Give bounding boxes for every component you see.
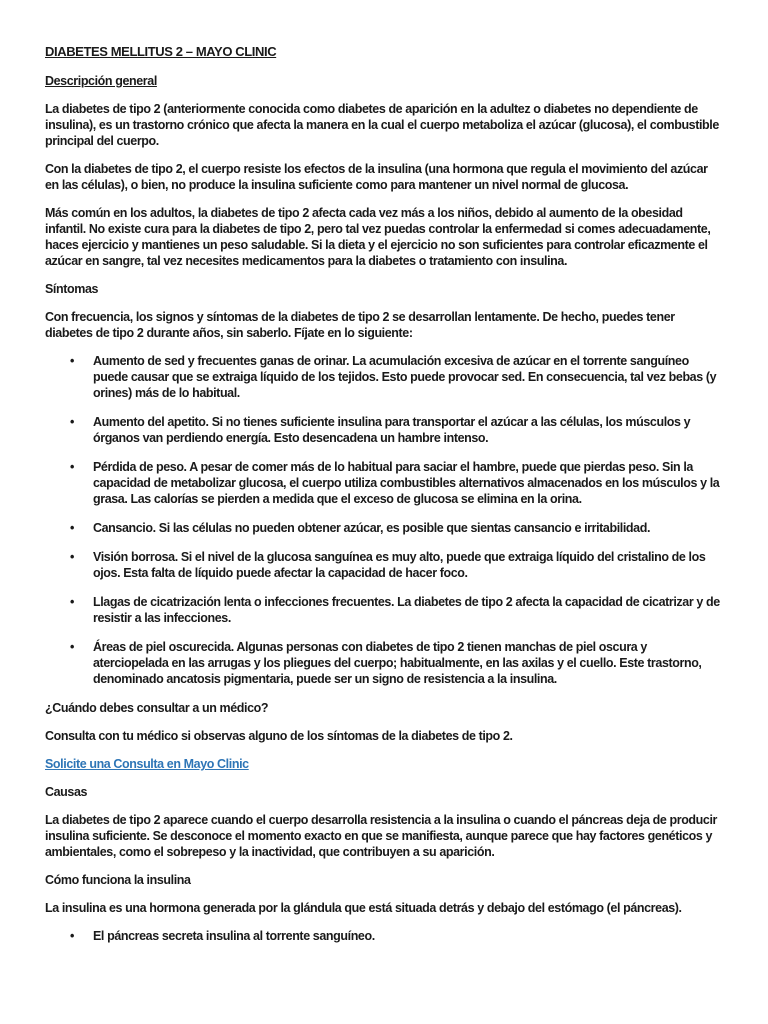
bullet-text: Si las células no pueden obtener azúcar, es posible que sientas cansancio e irritabilidad. <box>158 521 651 535</box>
bullet-text: El páncreas secreta insulina al torrente sanguíneo. <box>93 929 375 943</box>
bullet-item-piel-oscurecida <box>93 639 723 687</box>
bullet-lead: Cansancio. <box>93 521 159 535</box>
symptoms-bullet-list <box>45 353 723 687</box>
bullet-item-pancreas <box>93 928 723 944</box>
paragraph-descripcion-1: La diabetes de tipo 2 (anteriormente conocida como diabetes de aparición en la adultez o diabetes no dependiente de insulina), es un trastorno crónico que afecta la manera en la cual el cuerpo metaboliza el azúcar (glucosa), el combustible principal del cuerpo. <box>45 102 719 148</box>
request-consultation-link[interactable]: Solicite una Consulta en Mayo Clinic <box>45 757 249 771</box>
paragraph-consulta: Consulta con tu médico si observas alguno de los síntomas de la diabetes de tipo 2. <box>45 729 513 743</box>
paragraph-descripcion-3: Más común en los adultos, la diabetes de tipo 2 afecta cada vez más a los niños, debido al aumento de la obesidad infantil. No existe cura para la diabetes de tipo 2, pero tal vez puedas controlar la enfermedad si comes adecuadamente, haces ejercicio y mantienes un peso saludable. Si la dieta y el ejercicio no son suficientes para controlar eficazmente el azúcar en sangre, tal vez necesites medicamentos para la diabetes o tratamiento con insulina. <box>45 206 711 268</box>
bullet-item-llagas <box>93 594 723 626</box>
bullet-item-vision-borrosa <box>93 549 723 581</box>
paragraph-descripcion-2: Con la diabetes de tipo 2, el cuerpo resiste los efectos de la insulina (una hormona que regula el movimiento del azúcar en las células), o bien, no produce la insulina suficiente como para mantener un nivel normal de glucosa. <box>45 162 708 192</box>
bullet-item-perdida-peso <box>93 459 723 507</box>
bullet-item-apetito <box>93 414 723 446</box>
document-title: DIABETES MELLITUS 2 – MAYO CLINIC <box>45 44 277 59</box>
bullet-lead: Áreas de piel oscurecida. <box>93 640 237 654</box>
bullet-text: A pesar de comer más de lo habitual para saciar el hambre, puede que pierdas peso. Sin la capacidad de metabolizar glucosa, el cuerpo utiliza combustibles alternativos almacenados en los músculos y la grasa. Las calorías se pierden a medida que el exceso de glucosa se elimina en la orina. <box>93 460 720 506</box>
heading-descripcion-general: Descripción general <box>45 74 157 88</box>
paragraph-causas: La diabetes de tipo 2 aparece cuando el cuerpo desarrolla resistencia a la insulina o cuando el páncreas deja de producir insulina suficiente. Se desconoce el momento exacto en que se manifiesta, aunque parece que hay factores genéticos y ambientales, como el sobrepeso y la inactividad, que contribuyen a su aparición. <box>45 813 717 859</box>
bullet-lead: Aumento del apetito. <box>93 415 212 429</box>
bullet-text: La acumulación excesiva de azúcar en el torrente sanguíneo puede causar que se extraiga líquido de los tejidos. Esto puede provocar sed. En consecuencia, tal vez bebas (y orines) más de lo habitual. <box>93 354 717 400</box>
heading-cuando-consultar: ¿Cuándo debes consultar a un médico? <box>45 701 269 715</box>
heading-como-funciona-insulina: Cómo funciona la insulina <box>45 873 191 887</box>
heading-sintomas: Síntomas <box>45 282 99 296</box>
bullet-item-sed <box>93 353 723 401</box>
heading-causas: Causas <box>45 785 88 799</box>
paragraph-sintomas-intro: Con frecuencia, los signos y síntomas de la diabetes de tipo 2 se desarrollan lentamente. De hecho, puedes tener diabetes de tipo 2 durante años, sin saberlo. Fíjate en lo siguiente: <box>45 310 675 340</box>
insulin-bullet-list <box>45 928 723 944</box>
bullet-text: Algunas personas con diabetes de tipo 2 tienen manchas de piel oscura y aterciopelada en las arrugas y los pliegues del cuerpo; habitualmente, en las axilas y el cuello. Este trastorno, denominado ancatosis pigmentaria, puede ser un signo de resistencia a la insulina. <box>93 640 702 686</box>
bullet-text: Si no tienes suficiente insulina para transportar el azúcar a las células, los músculos y órganos van perdiendo energía. Esto desencadena un hambre intenso. <box>93 415 691 445</box>
bullet-lead: Llagas de cicatrización lenta o infecciones frecuentes. <box>93 595 398 609</box>
bullet-lead: Aumento de sed y frecuentes ganas de orinar. <box>93 354 353 368</box>
paragraph-insulina: La insulina es una hormona generada por la glándula que está situada detrás y debajo del estómago (el páncreas). <box>45 901 682 915</box>
bullet-text: La diabetes de tipo 2 afecta la capacidad de cicatrizar y de resistir a las infecciones. <box>93 595 720 625</box>
bullet-lead: Pérdida de peso. <box>93 460 190 474</box>
bullet-item-cansancio <box>93 520 723 536</box>
bullet-text: Si el nivel de la glucosa sanguínea es muy alto, puede que extraiga líquido del cristalino de los ojos. Esta falta de líquido puede afectar la capacidad de hacer foco. <box>93 550 706 580</box>
bullet-lead: Visión borrosa. <box>93 550 181 564</box>
